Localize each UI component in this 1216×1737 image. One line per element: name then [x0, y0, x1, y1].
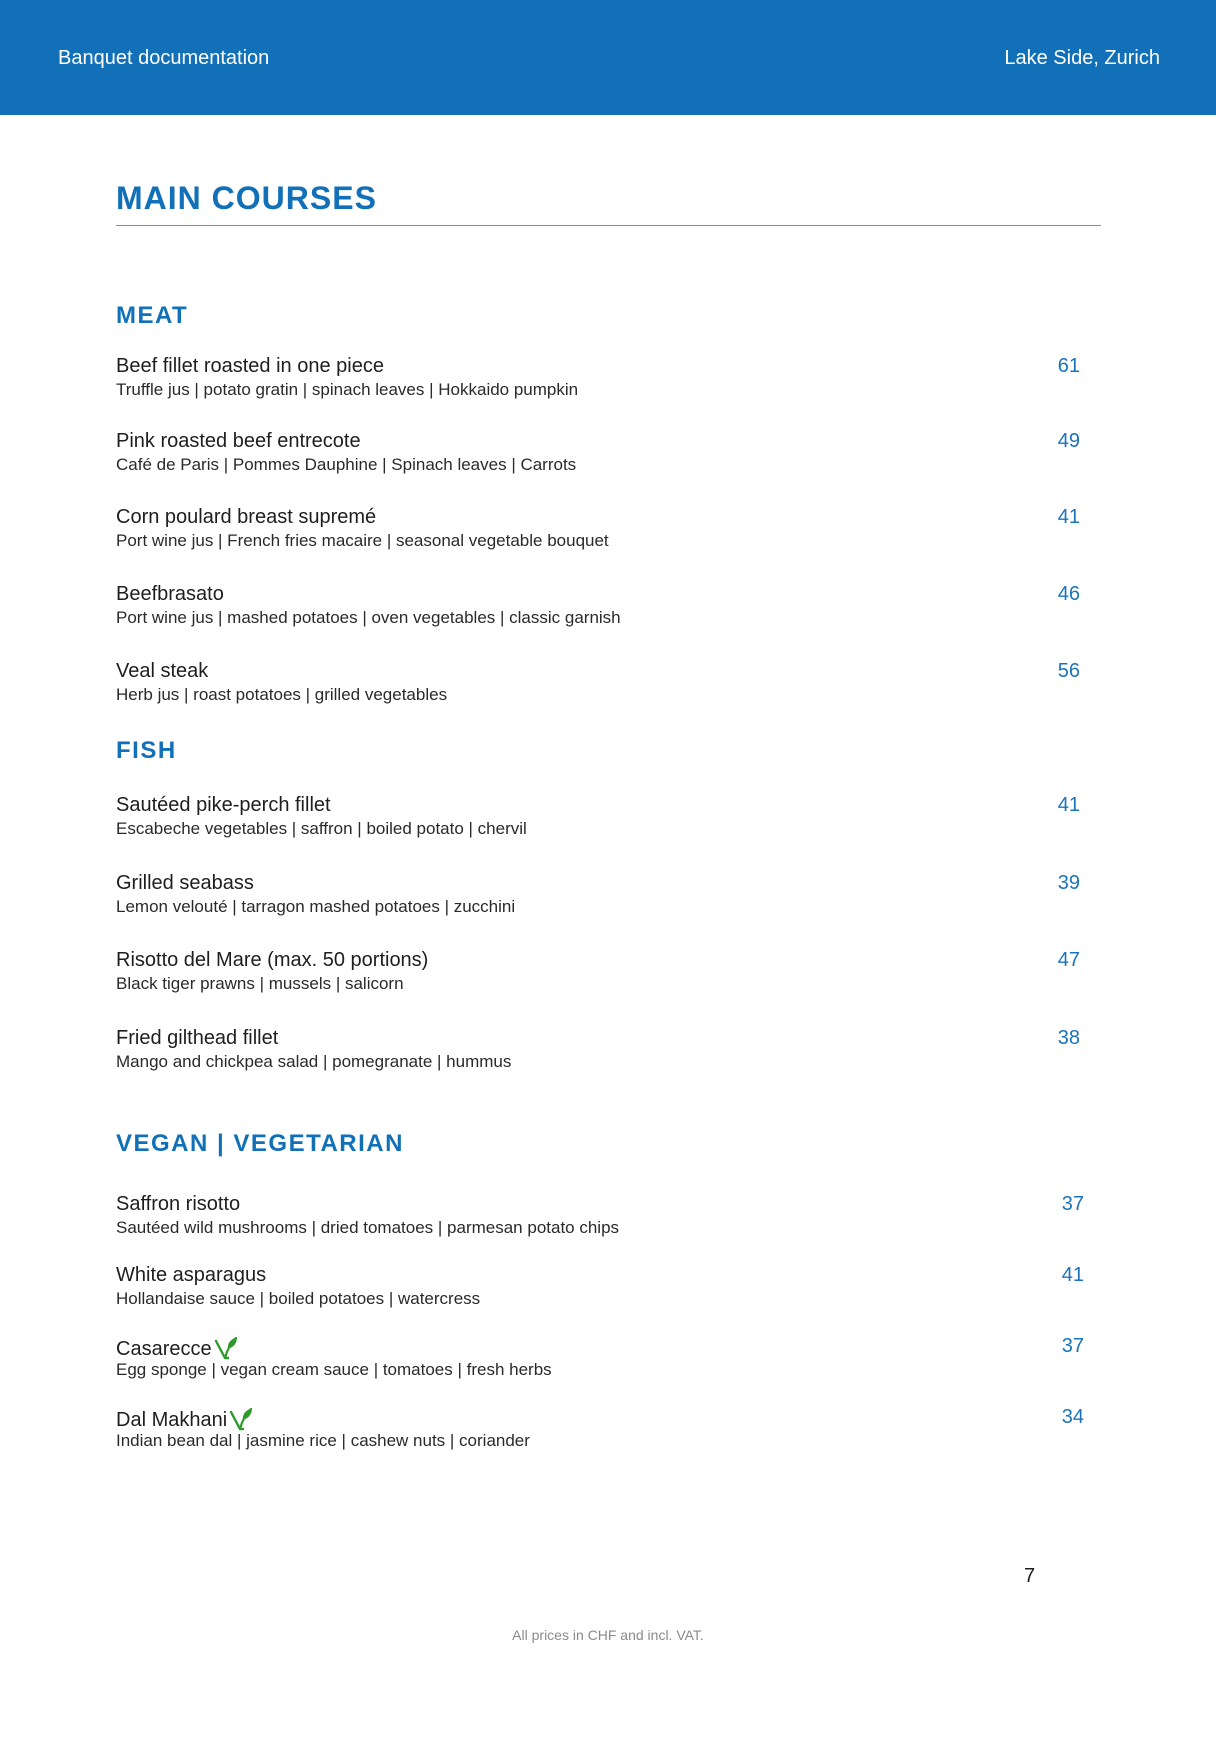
menu-item: [116, 1406, 1084, 1456]
dish-price: 49: [1057, 430, 1080, 452]
dish-name: Casarecce: [116, 1338, 212, 1360]
dish-name: Saffron risotto: [116, 1193, 241, 1215]
dish-price: 41: [1057, 794, 1080, 816]
dish-description: Indian bean dal | jasmine rice | cashew nuts | coriander: [116, 1431, 530, 1450]
dish-price: 38: [1057, 1027, 1080, 1049]
dish-name: Sautéed pike-perch fillet: [116, 794, 331, 816]
dish-name: Dal Makhani: [116, 1409, 228, 1431]
dish-description: Truffle jus | potato gratin | spinach leaves | Hokkaido pumpkin: [116, 380, 579, 399]
dish-description: Black tiger prawns | mussels | salicorn: [116, 974, 404, 993]
dish-description: Sautéed wild mushrooms | dried tomatoes | parmesan potato chips: [116, 1218, 620, 1237]
dish-name: Corn poulard breast supremé: [116, 506, 377, 528]
header-location: Lake Side, Zurich: [1004, 47, 1160, 69]
dish-name: Risotto del Mare (max. 50 portions): [116, 949, 429, 971]
dish-price: 46: [1057, 583, 1080, 605]
dish-name: Fried gilthead fillet: [116, 1027, 279, 1049]
dish-price: 47: [1057, 949, 1080, 971]
menu-item: [116, 794, 1080, 844]
dish-name: White asparagus: [116, 1264, 267, 1286]
dish-price: 61: [1057, 355, 1080, 377]
dish-description: Hollandaise sauce | boiled potatoes | watercress: [116, 1289, 481, 1308]
dish-price: 39: [1057, 872, 1080, 894]
page-title: MAIN COURSES: [116, 180, 377, 216]
dish-name-row: [116, 1335, 239, 1361]
footer-price-note: All prices in CHF and incl. VAT.: [512, 1627, 704, 1643]
dish-description: Port wine jus | mashed potatoes | oven vegetables | classic garnish: [116, 608, 621, 627]
menu-item: [116, 355, 1080, 405]
vegan-leaf-icon: [228, 1406, 254, 1432]
dish-name: Veal steak: [116, 660, 209, 682]
section-title-meat: MEAT: [116, 302, 189, 329]
dish-name: Beefbrasato: [116, 583, 224, 605]
section-title-vegan-vegetarian: VEGAN | VEGETARIAN: [116, 1130, 404, 1157]
dish-description: Port wine jus | French fries macaire | seasonal vegetable bouquet: [116, 531, 609, 550]
dish-price: 41: [1057, 506, 1080, 528]
dish-price: 56: [1057, 660, 1080, 682]
dish-price: 34: [1061, 1406, 1084, 1428]
dish-description: Mango and chickpea salad | pomegranate | hummus: [116, 1052, 512, 1071]
menu-item: [116, 660, 1080, 710]
dish-name: Beef fillet roasted in one piece: [116, 355, 384, 377]
dish-description: Egg sponge | vegan cream sauce | tomatoes | fresh herbs: [116, 1360, 552, 1379]
dish-description: Lemon velouté | tarragon mashed potatoes | zucchini: [116, 897, 516, 916]
dish-description: Café de Paris | Pommes Dauphine | Spinach leaves | Carrots: [116, 455, 577, 474]
dish-description: Herb jus | roast potatoes | grilled vegetables: [116, 685, 448, 704]
vegan-leaf-icon: [213, 1335, 239, 1361]
menu-item: [116, 872, 1080, 922]
dish-price: 37: [1061, 1193, 1084, 1215]
header-document-title: Banquet documentation: [58, 47, 270, 69]
page-header: [0, 0, 1216, 115]
menu-item: [116, 1027, 1080, 1077]
menu-item: [116, 506, 1080, 556]
menu-item: [116, 1264, 1084, 1314]
dish-price: 37: [1061, 1335, 1084, 1357]
dish-name-row: [116, 1406, 254, 1432]
title-divider: [116, 225, 1101, 226]
dish-name: Grilled seabass: [116, 872, 254, 894]
menu-item: [116, 430, 1080, 480]
dish-description: Escabeche vegetables | saffron | boiled potato | chervil: [116, 819, 527, 838]
dish-name: Pink roasted beef entrecote: [116, 430, 361, 452]
dish-price: 41: [1061, 1264, 1084, 1286]
menu-item: [116, 949, 1080, 999]
menu-item: [116, 1193, 1084, 1243]
menu-item: [116, 1335, 1084, 1385]
page-number: 7: [1024, 1565, 1036, 1587]
menu-item: [116, 583, 1080, 633]
section-title-fish: FISH: [116, 737, 177, 764]
